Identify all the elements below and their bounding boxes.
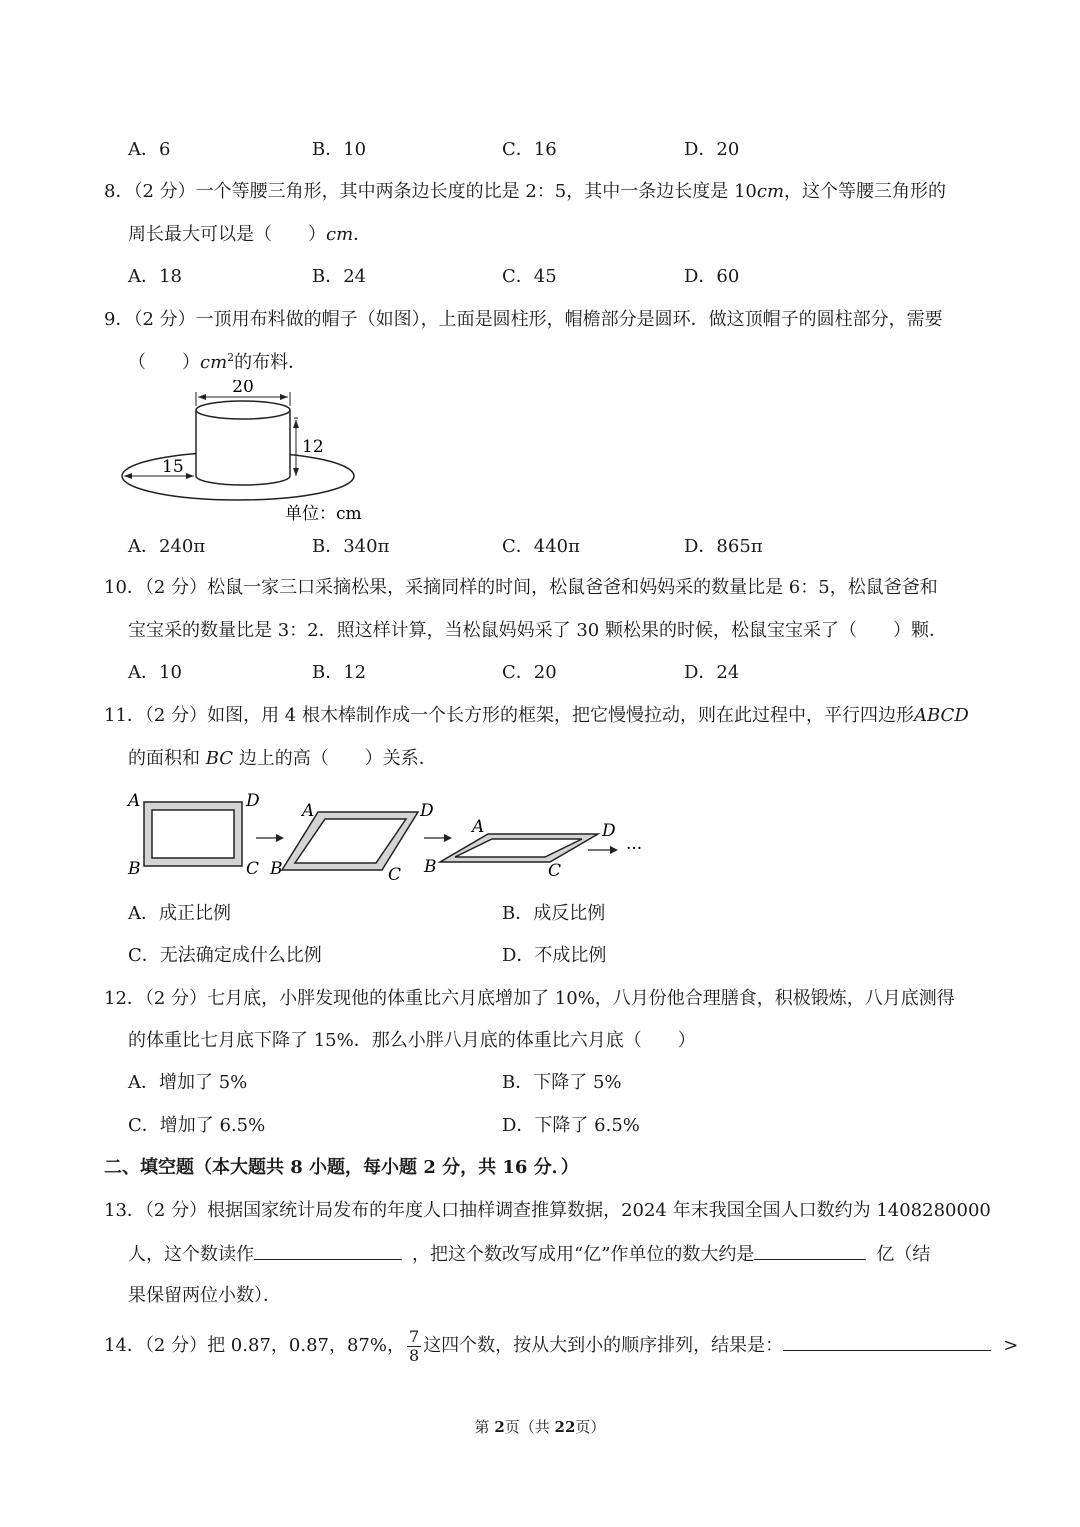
para1-label-d: D <box>420 801 434 821</box>
hat-unit-label: 单位：cm <box>285 504 362 524</box>
q9-stem-line1: 9．（2 分）一顶用布料做的帽子（如图），上面是圆柱形，帽檐部分是圆环．做这顶帽子的圆柱部分，需要 <box>104 309 943 330</box>
rect-label-a: A <box>128 791 141 811</box>
q14-stem: 14．（2 分）把 0.8· 7，0.· 8· 7，87%， $\frac{7}{8}$ 这四个数，按从大到小的顺序排列，结果是： > <box>104 1324 1018 1368</box>
para2-label-b: B <box>424 857 437 877</box>
q8-option-b: B．24 <box>312 266 367 287</box>
para1-label-a: A <box>302 801 315 821</box>
q7-option-d: D．20 <box>684 139 740 160</box>
q10-stem-line2: 宝宝采的数量比是 3：2．照这样计算，当松鼠妈妈采了 30 颗松果的时候，松鼠宝宝采了（ ）颗． <box>128 620 947 641</box>
q14-answer-blank[interactable] <box>783 1332 991 1351</box>
section-heading-fill-in: 二、填空题（本大题共 8 小题，每小题 2 分，共 16 分．） <box>104 1157 579 1178</box>
q11-option-c: C．无法确定成什么比例 <box>128 945 322 966</box>
hat-figure <box>118 380 368 530</box>
para1-label-c: C <box>388 865 402 885</box>
q11-stem-line2: 的面积和 BC 边上的高（ ）关系． <box>128 748 437 769</box>
q10-option-c: C．20 <box>502 662 557 683</box>
q7-option-a: A．6 <box>128 139 171 160</box>
q13-answer-blank-2[interactable] <box>754 1241 866 1260</box>
para2-label-d: D <box>602 821 616 841</box>
para1-label-b: B <box>270 859 283 879</box>
q13-answer-blank-1[interactable] <box>254 1241 402 1260</box>
q13-stem-line2: 人，这个数读作 ，把这个数改写成用“亿”作单位的数大约是 亿（结 <box>128 1241 930 1267</box>
frame-ellipsis: ··· <box>626 839 643 859</box>
q8-option-c: C．45 <box>502 266 557 287</box>
q12-option-a: A．增加了 5% <box>128 1072 248 1093</box>
para2-label-c: C <box>548 861 562 881</box>
q10-stem-line1: 10．（2 分）松鼠一家三口采摘松果，采摘同样的时间，松鼠爸爸和妈妈采的数量比是 6：5，松鼠爸爸和 <box>104 577 938 598</box>
q13-stem-line1: 13．（2 分）根据国家统计局发布的年度人口抽样调查推算数据，2024 年末我国全国人口数约为 1408280000 <box>104 1200 991 1221</box>
q13-stem-line3: 果保留两位小数）． <box>128 1285 281 1306</box>
page-footer: 第 2页（共 22页） <box>474 1418 606 1436</box>
q12-option-c: C．增加了 6.5% <box>128 1115 266 1136</box>
rect-label-d: D <box>246 791 260 811</box>
hat-brim-label: 15 <box>162 457 184 477</box>
q10-option-b: B．12 <box>312 662 367 683</box>
frame-figure <box>122 786 662 886</box>
q8-stem-line1: 8．（2 分）一个等腰三角形，其中两条边长度的比是 2：5，其中一条边长度是 10cm，这个等腰三角形的 <box>104 181 947 202</box>
q11-stem-line1: 11．（2 分）如图，用 4 根木棒制作成一个长方形的框架，把它慢慢拉动，则在此过程中，平行四边形ABCD <box>104 705 969 726</box>
q10-option-d: D．24 <box>684 662 740 683</box>
q12-stem-line1: 12．（2 分）七月底，小胖发现他的体重比六月底增加了 10%，八月份他合理膳食，积极锻炼，八月底测得 <box>104 988 955 1009</box>
hat-diameter-label: 20 <box>232 380 254 397</box>
q7-option-c: C．16 <box>502 139 557 160</box>
rect-label-b: B <box>128 859 141 879</box>
q14-fraction: $\frac{7}{8}$ <box>409 1326 420 1365</box>
hat-height-label: 12 <box>302 437 324 457</box>
rect-label-c: C <box>246 859 260 879</box>
q8-option-a: A．18 <box>128 266 182 287</box>
q8-option-d: D．60 <box>684 266 740 287</box>
q7-option-b: B．10 <box>312 139 367 160</box>
q9-option-d: D．865π <box>684 536 763 557</box>
q9-stem-line2: （ ）$cm^2$的布料． <box>128 351 307 373</box>
q12-stem-line2: 的体重比七月底下降了 15%．那么小胖八月底的体重比六月底（ ） <box>128 1030 696 1051</box>
q8-stem-line2: 周长最大可以是（ ）cm． <box>128 224 372 245</box>
q11-option-d: D．不成比例 <box>502 945 607 966</box>
q9-option-b: B．340π <box>312 536 390 557</box>
q12-option-b: B．下降了 5% <box>502 1072 622 1093</box>
q11-option-b: B．成反比例 <box>502 903 606 924</box>
para2-label-a: A <box>472 817 485 837</box>
q9-option-c: C．440π <box>502 536 580 557</box>
q11-option-a: A．成正比例 <box>128 903 231 924</box>
q9-option-a: A．240π <box>128 536 206 557</box>
q12-option-d: D．下降了 6.5% <box>502 1115 640 1136</box>
q10-option-a: A．10 <box>128 662 182 683</box>
